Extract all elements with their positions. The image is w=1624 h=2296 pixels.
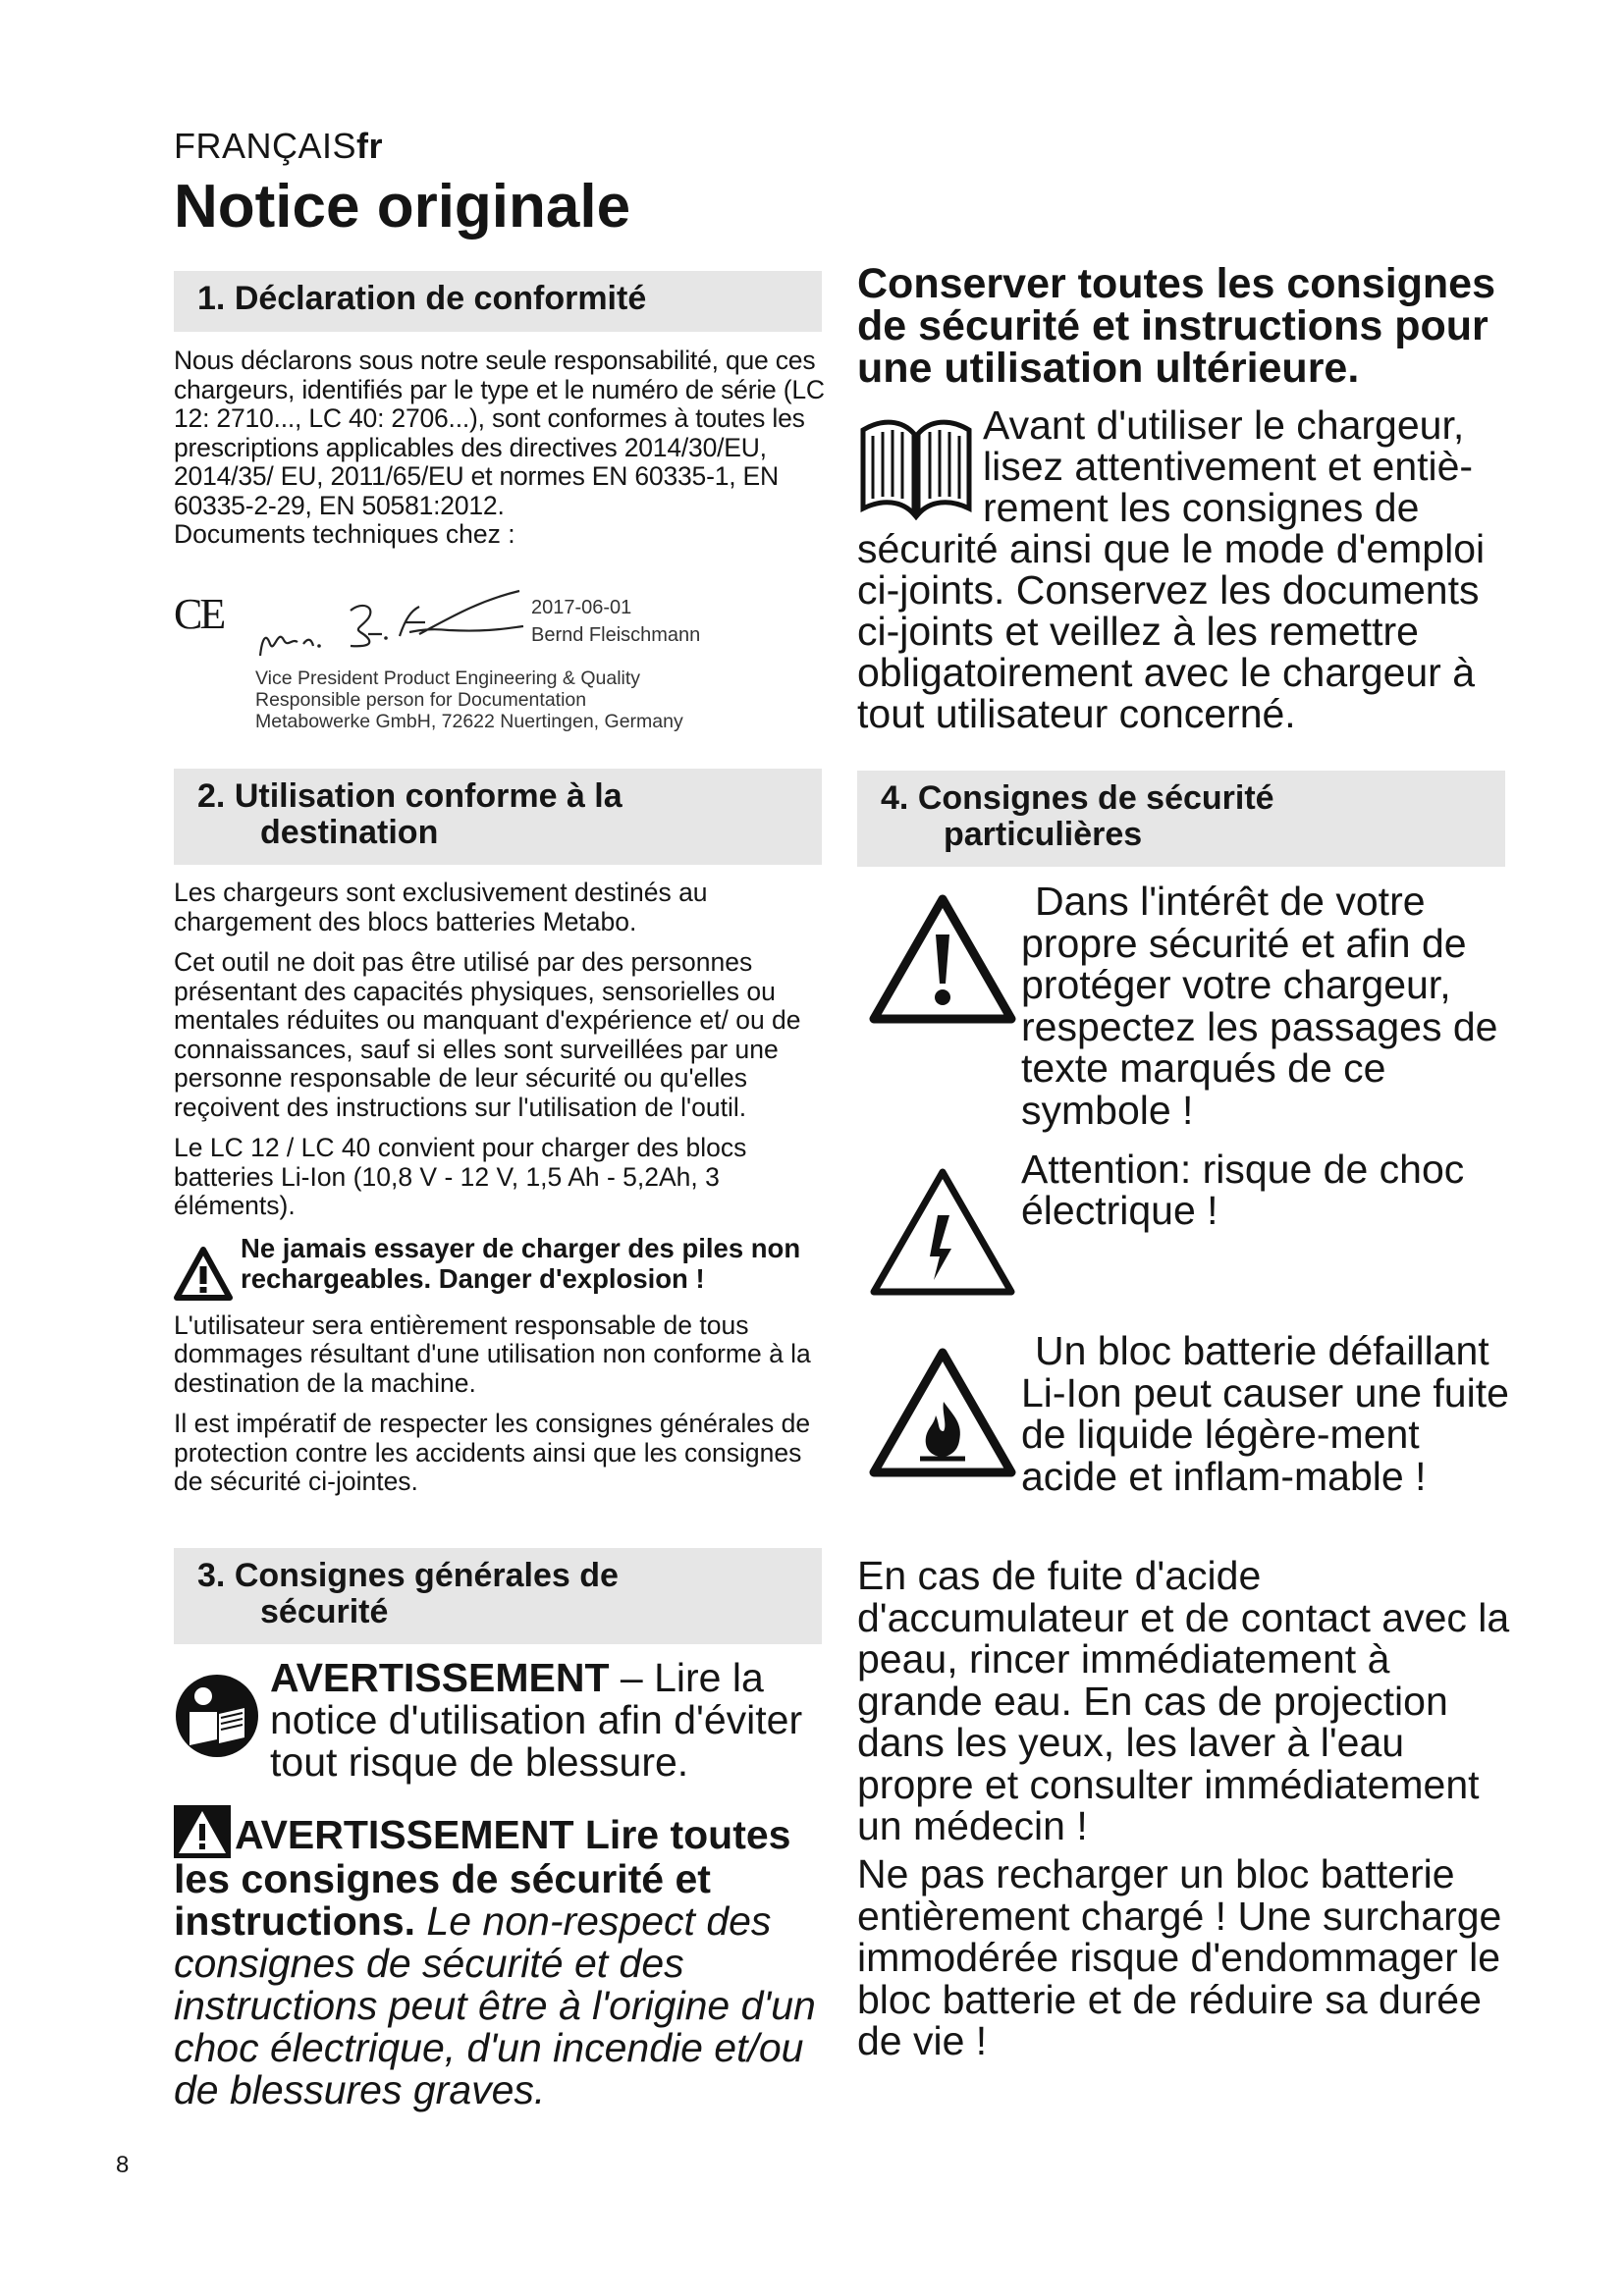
warning-triangle-icon [174,1247,233,1302]
section-4-heading [857,771,1505,867]
signer-role: Responsible person for Documentation [255,689,587,711]
symbol-3-description [1021,1330,1512,1497]
read-manual-bold: AVERTISSEMENT [270,1655,610,1700]
acid-leak-text: En cas de fuite d'acide d'accumulateur et de contact avec la peau, rincer immédiatement à grande eau. En cas de projection dans les yeux, les laver à l'eau propre et consulter immédiatement un médecin ! [857,1553,1510,1848]
section-3-title-line2: sécurité [260,1593,389,1630]
usage-paragraph-5: Il est impératif de respecter les consignes générales de protection contre les accidents ainsi que les consignes de sécurité ci-jointes. [174,1409,811,1496]
section-1-number: 1. [197,280,226,317]
section-4-title-line1: Consignes de sécurité [917,779,1274,817]
general-warnings [174,1657,832,2111]
read-instructions-warning [174,1805,832,2111]
usage-paragraph-4: L'utilisateur sera entièrement responsable de tous dommages résultant d'une utilisation non conforme à la destination de la machine. [174,1309,811,1398]
signer-name: Bernd Fleischmann [531,624,701,646]
symbol-2-description [1021,1148,1512,1231]
handwritten-signature [252,589,537,666]
symbol-2-text: Attention: risque de choc électrique ! [1021,1147,1465,1233]
section-2-title-line2: destination [260,814,439,851]
open-book-icon [857,412,975,520]
explosion-warning-text: Ne jamais essayer de charger des piles non rechargeables. Danger d'explosion ! [241,1232,801,1294]
language-code: fr [356,126,384,166]
no-recharge-block [857,1853,1517,2062]
symbol-1-text: Dans l'intérêt de votre propre sécurité et afin de protéger votre chargeur, respectez les passages de texte marqués de ce symbole ! [1021,879,1498,1133]
declaration-block [174,347,841,550]
signature-meta [531,594,700,649]
acid-leak-block [857,1555,1517,1847]
read-manual-text [270,1657,832,1784]
general-warning-icon [869,893,1016,1025]
symbol-3-text: Un bloc batterie défaillant Li-Ion peut causer une fuite de liquide légère-ment acide et inflam-mable ! [1021,1328,1509,1499]
section-3-heading [174,1548,822,1644]
declaration-text: Nous déclarons sous notre seule responsabilité, que ces chargeurs, identifiés par le type et le numéro de série (LC 12: 2710..., LC 40: 2706...), sont conformes à toutes les prescriptions applicables des directives 2014/30/EU, 2014/35/ EU, 2011/65/EU et normes EN 60335-1, EN 60335-2-29, EN 50581:2012. [174,346,825,520]
usage-paragraph-2: Cet outil ne doit pas être utilisé par des personnes présentant des capacités physiques, sensorielles ou mentales réduites ou manquant d'expérience et/ ou de connaissances, sauf si elles sont surveillées par une personne responsable de leur sécurité ou qu'elles reçoivent des instructions sur l'utilisation de l'outil. [174,947,801,1122]
ce-mark: CE [174,590,224,638]
symbol-1-description [1021,881,1512,1131]
read-instructions-italic: Le non-respect des consignes de sécurité et des instructions peut être à l'origine d'un choc électrique, d'un incendie et/ou de blessures graves. [174,1898,816,2112]
section-3-title-line1: Consignes générales de [234,1557,619,1594]
signer-organization [255,667,683,732]
usage-block [174,879,830,1509]
section-3-number: 3. [197,1557,226,1594]
read-manual-rest: – Lire la notice d'utilisation afin d'éviter tout risque de blessure. [270,1655,803,1785]
section-2-title-line1: Utilisation conforme à la [234,777,623,815]
page-title: Notice originale [174,173,631,240]
keep-instructions-heading: Conserver toutes les consignes de sécurité et instructions pour une utilisation ultérieure. [857,260,1495,392]
language-label [174,126,383,167]
technical-docs-label: Documents techniques chez : [174,519,515,549]
page-number: 8 [116,2152,130,2178]
section-1-title: Déclaration de conformité [234,280,647,317]
section-2-heading [174,769,822,865]
usage-paragraph-3: Le LC 12 / LC 40 convient pour charger des blocs batteries Li-Ion (10,8 V - 12 V, 1,5 Ah - 5,2Ah, 3 éléments). [174,1133,747,1220]
usage-paragraph-1: Les chargeurs sont exclusivement destinés au chargement des blocs batteries Metabo. [174,878,708,936]
section-4-number: 4. [881,779,909,817]
read-manual-warning [174,1657,832,1784]
section-1-heading [174,271,822,332]
section-2-number: 2. [197,777,226,815]
flammable-icon [869,1347,1016,1478]
read-before-use-block [857,404,1517,734]
read-instructions-bold: AVERTISSEMENT Lire toutes les consignes de sécurité et instructions. [174,1812,791,1944]
explosion-warning [174,1233,830,1302]
no-recharge-text: Ne pas recharger un bloc batterie entièrement chargé ! Une surcharge immodérée risque d'endommager le bloc batterie et de réduire sa durée de vie ! [857,1851,1502,2063]
declaration-date: 2017-06-01 [531,597,632,618]
section-4-title-line2: particulières [944,816,1143,853]
warning-triangle-icon [174,1805,231,1858]
read-manual-icon [174,1673,260,1759]
electric-shock-icon [869,1166,1016,1298]
read-before-use-text: Avant d'utiliser le chargeur, lisez attentivement et entiè-rement les consignes de sécurité ainsi que le mode d'emploi ci-joints. Conservez les documents ci-joints et veillez à les remettre obligatoirement avec le chargeur à tout utilisateur concerné. [857,402,1486,736]
company-address: Metabowerke GmbH, 72622 Nuertingen, Germany [255,711,683,732]
language-name: FRANÇAIS [174,126,357,166]
signer-title: Vice President Product Engineering & Quality [255,667,641,689]
